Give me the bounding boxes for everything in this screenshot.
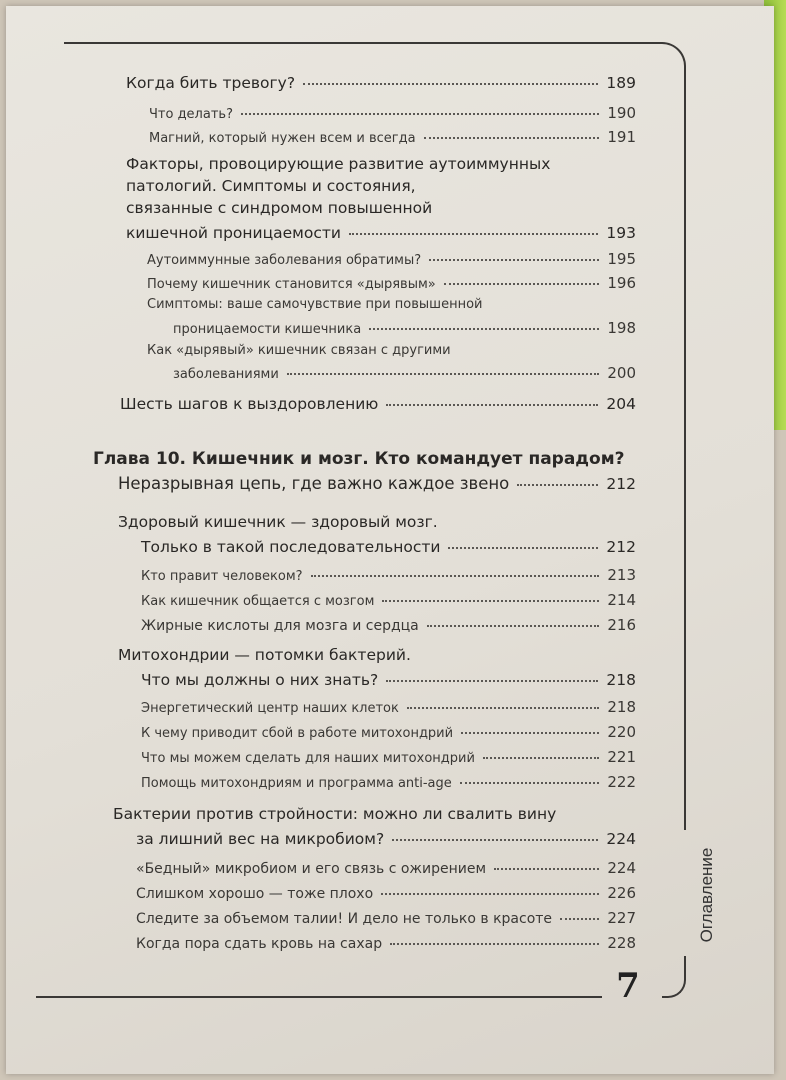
page-number: 7 [616, 966, 640, 1006]
toc-entry-title: Слишком хорошо — тоже плохо [136, 886, 374, 902]
toc-entry-page: 195 [607, 250, 636, 268]
toc-subentry [141, 616, 636, 634]
toc-entry-page: 200 [607, 364, 636, 382]
toc-subentry [136, 909, 636, 927]
toc-entry-title: Магний, который нужен всем и всегда [149, 131, 416, 146]
leader-dots [429, 259, 599, 261]
leader-dots [444, 283, 600, 285]
toc-entry-title: за лишний вес на микробиом? [136, 830, 385, 848]
leader-dots [460, 782, 600, 784]
leader-dots [311, 575, 600, 577]
toc-subentry [141, 723, 636, 741]
toc-entry-title-line: Как «дырявый» кишечник связан с другими [147, 343, 451, 358]
leader-dots [381, 893, 599, 895]
toc-entry-title: Шесть шагов к выздоровлению [120, 395, 379, 413]
toc-entry-title: Неразрывная цепь, где важно каждое звено [118, 474, 510, 493]
toc-entry-page: 204 [606, 395, 636, 413]
toc-entry-title: Кто правит человеком? [141, 569, 303, 584]
toc-entry-title: заболеваниями [173, 367, 279, 382]
toc-entry [136, 830, 636, 848]
leader-dots [287, 373, 600, 375]
toc-entry-title: Помощь митохондриям и программа anti-age [141, 776, 452, 791]
leader-dots [483, 757, 599, 759]
toc-subentry [141, 748, 636, 766]
leader-dots [382, 600, 599, 602]
leader-dots [461, 732, 599, 734]
toc-entry-multiline [118, 513, 636, 531]
toc-entry-title: Что мы можем сделать для наших митохондрий [141, 751, 475, 766]
chapter-title: Глава 10. Кишечник и мозг. Кто командует парадом? [93, 449, 625, 469]
toc-entry-page: 212 [606, 475, 636, 493]
leader-dots [390, 943, 599, 945]
toc-entry [126, 224, 636, 242]
leader-dots [560, 918, 599, 920]
toc-entry [141, 671, 636, 689]
toc-entry-title: проницаемости кишечника [173, 322, 362, 337]
leader-dots [427, 625, 600, 627]
leader-dots [448, 547, 598, 549]
toc-entry [141, 538, 636, 556]
toc-subentry [173, 364, 636, 382]
toc-entry-title: Энергетический центр наших клеток [141, 701, 399, 716]
toc-entry-title: Что мы должны о них знать? [141, 671, 379, 689]
toc-entry-page: 224 [607, 859, 636, 877]
toc-entry-page: 218 [606, 671, 636, 689]
toc-entry-title-line: Бактерии против стройности: можно ли свалить вину [113, 805, 557, 823]
toc-entry-page: 221 [607, 748, 636, 766]
toc-entry-page: 218 [607, 698, 636, 716]
toc-subentry [136, 859, 636, 877]
toc-subentry [149, 104, 636, 122]
toc-entry-title: «Бедный» микробиом и его связь с ожирением [136, 861, 487, 877]
leader-dots [392, 839, 598, 841]
toc-entry-title-line: связанные с синдромом повышенной [126, 199, 433, 217]
toc-entry-title: Следите за объемом талии! И дело не только в красоте [136, 911, 553, 927]
toc-entry-page: 222 [607, 773, 636, 791]
toc-subentry-multiline [147, 297, 636, 312]
toc-entry-title: Когда бить тревогу? [126, 74, 296, 92]
leader-dots [386, 404, 598, 406]
toc-subentry [141, 566, 636, 584]
leader-dots [407, 707, 599, 709]
toc-entry-title: Что делать? [149, 107, 233, 122]
toc-entry-page: 191 [607, 128, 636, 146]
leader-dots [349, 233, 598, 235]
toc-entry-title: Когда пора сдать кровь на сахар [136, 936, 383, 952]
toc-entry-page: 224 [606, 830, 636, 848]
toc-entry-title-line: Симптомы: ваше самочувствие при повышенной [147, 297, 483, 312]
toc-subentry-multiline [147, 343, 636, 358]
toc-subentry [173, 319, 636, 337]
toc-entry [126, 74, 636, 92]
toc-entry-multiline [126, 153, 636, 219]
toc-entry-page: 214 [607, 591, 636, 609]
toc-entry-page: 228 [607, 934, 636, 952]
toc-subentry [136, 934, 636, 952]
chapter-heading [93, 449, 638, 469]
toc-subentry [141, 591, 636, 609]
toc-entry-page: 196 [607, 274, 636, 292]
toc-entry-page: 190 [607, 104, 636, 122]
toc-entry-title: Только в такой последовательности [141, 538, 441, 556]
toc-subentry [136, 884, 636, 902]
leader-dots [241, 113, 599, 115]
toc-entry-title-line: патологий. Симптомы и состояния, [126, 177, 416, 195]
toc-entry-title-line: Здоровый кишечник — здоровый мозг. [118, 513, 438, 531]
leader-dots [369, 328, 599, 330]
toc-entry-title-line: Митохондрии — потомки бактерий. [118, 646, 411, 664]
toc-entry-title: К чему приводит сбой в работе митохондрий [141, 726, 454, 741]
running-title-text: Оглавление [697, 847, 716, 943]
toc-entry-multiline [113, 805, 636, 823]
toc-entry-title: Почему кишечник становится «дырявым» [147, 277, 436, 292]
toc-entry-title-line: Факторы, провоцирующие развитие аутоиммунных [126, 155, 551, 173]
leader-dots [386, 680, 598, 682]
toc-entry [120, 395, 636, 413]
toc-entry-page: 226 [607, 884, 636, 902]
leader-dots [517, 484, 598, 486]
toc-subentry [147, 250, 636, 268]
toc-entry-page: 189 [606, 74, 636, 92]
toc-entry-multiline [118, 646, 636, 664]
toc-entry-page: 193 [606, 224, 636, 242]
toc-subentry [141, 698, 636, 716]
toc-entry-title: Аутоиммунные заболевания обратимы? [147, 253, 422, 268]
toc-entry-title: Жирные кислоты для мозга и сердца [141, 618, 419, 634]
toc-subentry [141, 773, 636, 791]
toc-entry-title: кишечной проницаемости [126, 224, 341, 242]
toc-entry [118, 474, 636, 493]
toc-subentry [149, 128, 636, 146]
toc-entry-page: 220 [607, 723, 636, 741]
toc-entry-page: 212 [606, 538, 636, 556]
toc-entry-title: Как кишечник общается с мозгом [141, 594, 375, 609]
toc-subentry [147, 274, 636, 292]
toc-entry-page: 198 [607, 319, 636, 337]
toc-entry-page: 227 [607, 909, 636, 927]
toc-entry-page: 216 [607, 616, 636, 634]
leader-dots [494, 868, 599, 870]
leader-dots [303, 83, 598, 85]
leader-dots [424, 137, 600, 139]
toc-entry-page: 213 [607, 566, 636, 584]
